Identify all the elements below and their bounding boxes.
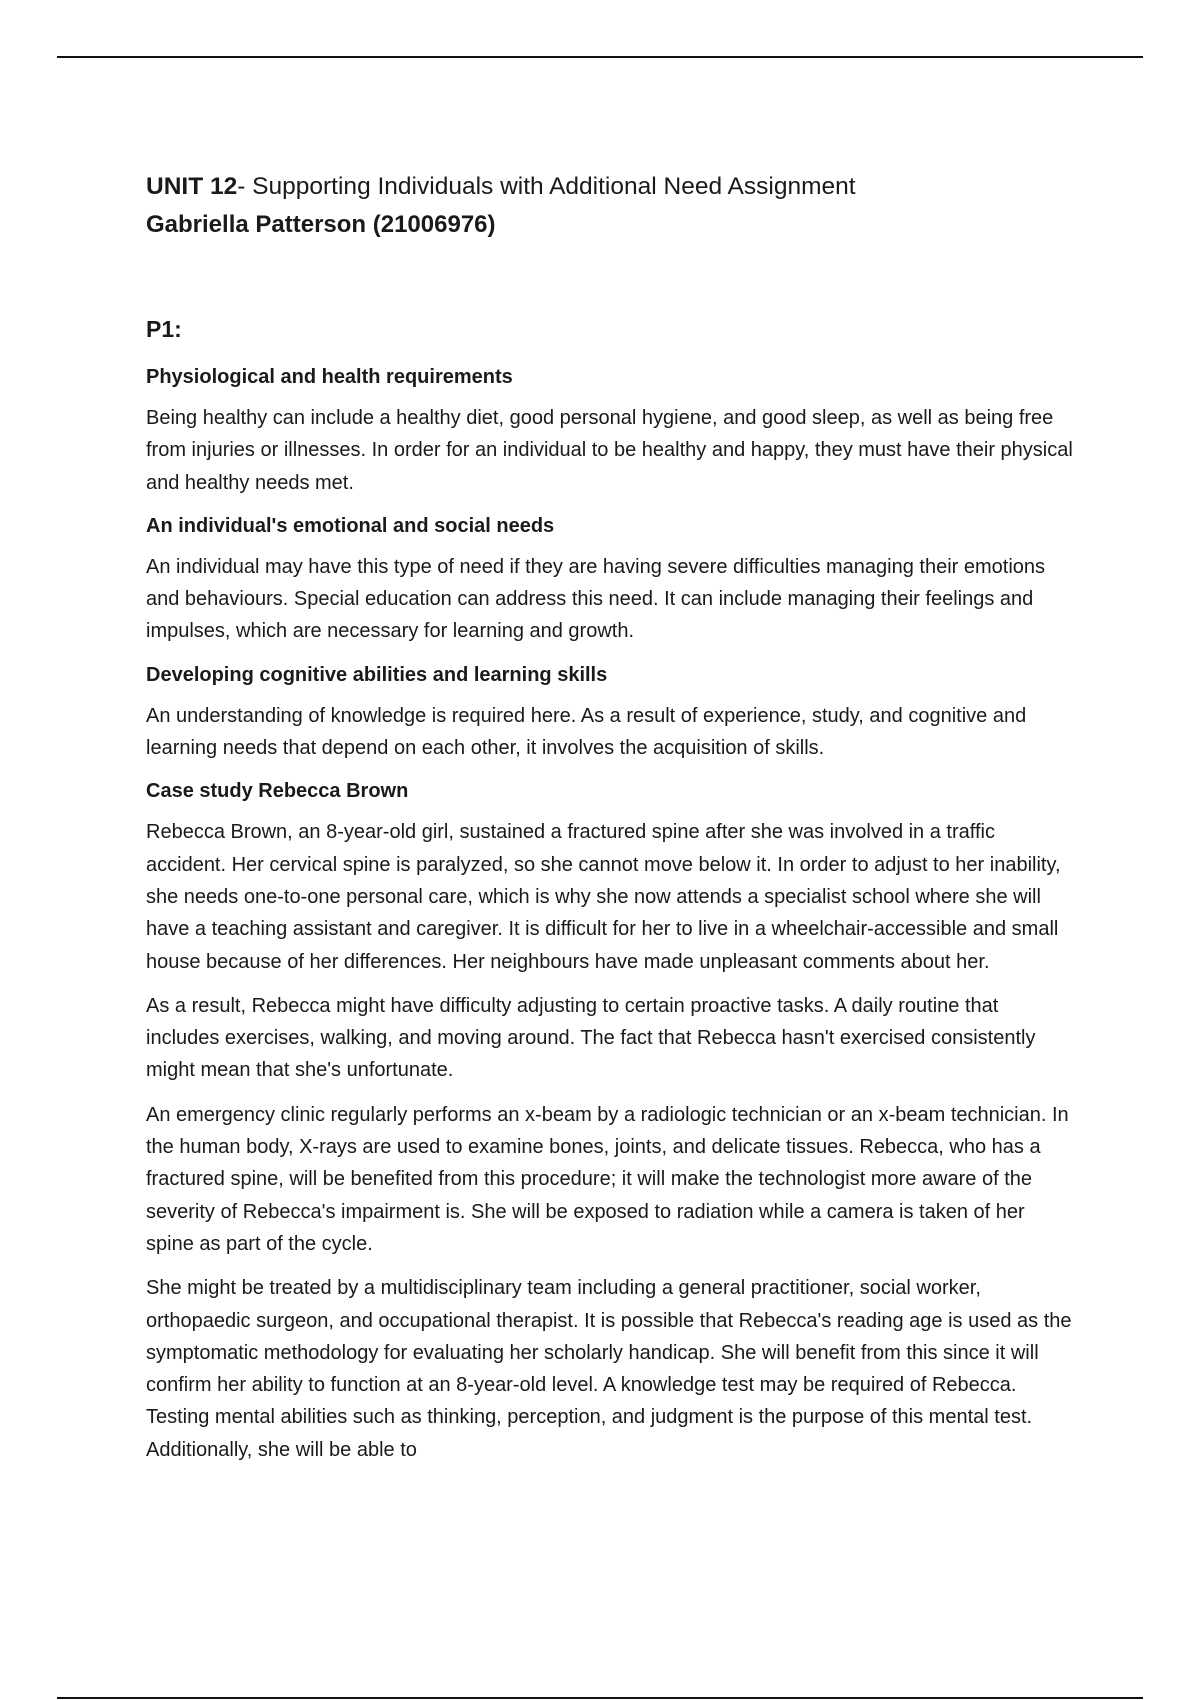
section-cognitive: [146, 660, 1076, 765]
paragraph: Rebecca Brown, an 8-year-old girl, sustained a fractured spine after she was involved in a traffic accident. Her cervical spine is paralyzed, so she cannot move below it. In order to adjust to her inability, she needs one-to-one personal care, which is why she now attends a specialist school where she will have a teaching assistant and caregiver. It is difficult for her to live in a wheelchair-accessible and small house because of her differences. Her neighbours have made unpleasant comments about her.: [146, 821, 1061, 973]
paragraph: Being healthy can include a healthy diet, good personal hygiene, and good sleep, as well as being free from injuries or illnesses. In order for an individual to be healthy and happy, they must have their physical and healthy needs met.: [146, 407, 1073, 494]
paragraph: As a result, Rebecca might have difficulty adjusting to certain proactive tasks. A daily routine that includes exercises, walking, and moving around. The fact that Rebecca hasn't exercised consistently might mean that she's unfortunate.: [146, 994, 1036, 1082]
bottom-divider: [57, 1697, 1143, 1699]
paragraph: An understanding of knowledge is required here. As a result of experience, study, and cognitive and learning needs that depend on each other, it involves the acquisition of skills.: [146, 704, 1027, 760]
author-name: Gabriella Patterson (21006976): [146, 211, 496, 238]
paragraph: An emergency clinic regularly performs an x-beam by a radiologic technician or an x-beam technician. In the human body, X-rays are used to examine bones, joints, and delicate tissues. Rebecca, who has a fractured spine, will be benefited from this procedure; it will make the technologist more aware of the severity of Rebecca's impairment is. She will be exposed to radiation while a camera is taken of her spine as part of the cycle.: [146, 1103, 1069, 1255]
top-divider: [57, 56, 1143, 58]
document-title: [146, 168, 1076, 206]
paragraph: An individual may have this type of need if they are having severe difficulties managing their emotions and behaviours. Special education can address this need. It can include managing their feelings and impulses, which are necessary for learning and growth.: [146, 555, 1046, 643]
section-emotional-social: [146, 511, 1076, 648]
document-body: [146, 168, 1076, 1478]
section-heading: Physiological and health requirements: [146, 366, 513, 388]
section-physiological: [146, 362, 1076, 499]
section-heading: Case study Rebecca Brown: [146, 780, 409, 803]
section-label: P1:: [146, 316, 182, 342]
paragraph: She might be treated by a multidisciplinary team including a general practitioner, social worker, orthopaedic surgeon, and occupational therapist. It is possible that Rebecca's reading age is used as the symptomatic methodology for evaluating her scholarly handicap. She will benefit from this since it will confirm her ability to function at an 8-year-old level. A knowledge test may be required of Rebecca. Testing mental abilities such as thinking, perception, and judgment is the purpose of this mental test. Additionally, she will be able to: [146, 1277, 1072, 1461]
section-heading: An individual's emotional and social needs: [146, 514, 555, 537]
unit-label: UNIT 12: [146, 173, 238, 200]
section-case-study: [146, 776, 1076, 1466]
title-text: - Supporting Individuals with Additional Need Assignment: [237, 173, 856, 200]
section-heading: Developing cognitive abilities and learning skills: [146, 663, 608, 686]
